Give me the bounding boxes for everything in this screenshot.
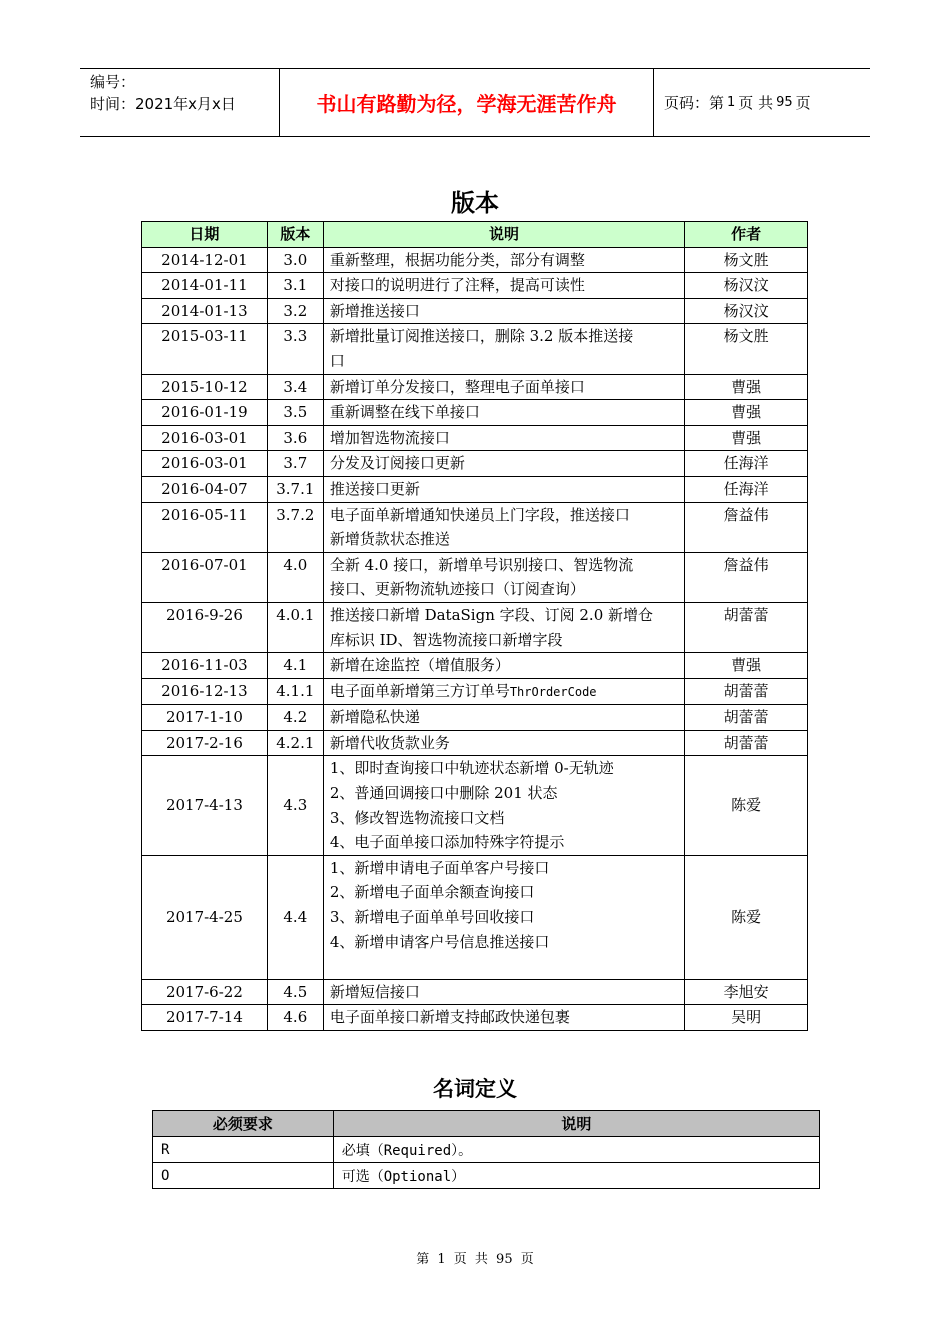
table-row: [142, 1005, 808, 1031]
description-line: 新增短信接口: [329, 982, 420, 1001]
page-suffix: 页: [795, 94, 811, 112]
description-line: 4、电子面单接口添加特殊字符提示: [329, 833, 565, 852]
row-author: 杨文胜: [685, 324, 808, 374]
row-date: 2017-6-22: [142, 979, 268, 1005]
table-row: [142, 730, 808, 756]
row-version: 3.5: [267, 400, 323, 426]
term-code: O: [153, 1163, 334, 1189]
table-row: [142, 653, 808, 679]
row-version: 3.3: [267, 324, 323, 374]
header-motto: 书山有路勤为径，学海无涯苦作舟: [280, 69, 654, 136]
table-row: [142, 705, 808, 731]
row-author: 陈爱: [685, 756, 808, 855]
description-line: 分发及订阅接口更新: [329, 454, 465, 473]
table-row: [142, 273, 808, 299]
row-author: 曹强: [685, 653, 808, 679]
row-description: [323, 705, 684, 731]
table-row: [142, 602, 808, 652]
row-version: 3.0: [267, 247, 323, 273]
page-number: 1: [727, 95, 736, 110]
description-line: [330, 954, 678, 979]
row-version: 4.3: [267, 756, 323, 855]
row-date: 2017-7-14: [142, 1005, 268, 1031]
description-line: 2、新增电子面单余额查询接口: [329, 883, 535, 902]
term-desc: 必填（Required）。: [333, 1137, 819, 1163]
row-version: 4.2: [267, 705, 323, 731]
description-line: 推送接口更新: [329, 479, 420, 498]
row-description: [323, 756, 684, 855]
row-date: 2016-9-26: [142, 602, 268, 652]
table-row: [142, 678, 808, 705]
description-line: 全新 4.0 接口，新增单号识别接口、智选物流: [329, 555, 634, 574]
description-line: 新增代收货款业务: [329, 733, 450, 752]
row-version: 4.0.1: [267, 602, 323, 652]
term-code: R: [153, 1137, 334, 1163]
table-row: [142, 476, 808, 502]
row-description: [323, 730, 684, 756]
description-line: 新增批量订阅推送接口，删除 3.2 版本推送接: [329, 327, 634, 346]
row-author: 詹益伟: [685, 552, 808, 602]
row-author: 曹强: [685, 425, 808, 451]
row-author: 杨文胜: [685, 247, 808, 273]
row-author: 胡蕾蕾: [685, 602, 808, 652]
description-line: 电子面单新增通知快递员上门字段，推送接口: [329, 505, 630, 524]
table-row: [142, 247, 808, 273]
page-total: 95: [776, 95, 793, 110]
terms-table-header: [153, 1111, 820, 1137]
table-row: [142, 979, 808, 1005]
row-version: 4.0: [267, 552, 323, 602]
row-description: [323, 476, 684, 502]
table-row: [142, 425, 808, 451]
term-desc: 可选（Optional）: [333, 1163, 819, 1189]
row-date: 2017-1-10: [142, 705, 268, 731]
col-requirement: 必须要求: [153, 1111, 334, 1137]
row-author: 胡蕾蕾: [685, 705, 808, 731]
page-mid: 页 共: [738, 94, 774, 112]
row-date: 2015-03-11: [142, 324, 268, 374]
row-date: 2014-01-13: [142, 298, 268, 324]
page-footer: 第 1 页 共 95 页: [416, 1252, 534, 1267]
page-prefix: 页码：第: [664, 94, 725, 112]
row-date: 2014-01-11: [142, 273, 268, 299]
description-line: 新增在途监控（增值服务）: [329, 656, 510, 675]
col-author: 作者: [685, 222, 808, 248]
row-author: 李旭安: [685, 979, 808, 1005]
row-description: [323, 678, 684, 705]
row-description: [323, 502, 684, 552]
table-row: [153, 1163, 820, 1189]
description-line: 口: [329, 351, 345, 370]
version-table-header: [142, 222, 808, 248]
row-date: 2016-05-11: [142, 502, 268, 552]
description-line: 库标识 ID、智选物流接口新增字段: [329, 630, 563, 649]
row-author: 陈爱: [685, 855, 808, 979]
description-line: 新增订单分发接口，整理电子面单接口: [329, 377, 585, 396]
row-version: 3.1: [267, 273, 323, 299]
row-date: 2016-03-01: [142, 425, 268, 451]
table-row: [142, 374, 808, 400]
row-author: 曹强: [685, 400, 808, 426]
description-line: 1、新增申请电子面单客户号接口: [329, 858, 550, 877]
row-date: 2016-01-19: [142, 400, 268, 426]
doc-time-label: 时间：2021年x月x日: [90, 95, 236, 113]
row-date: 2016-07-01: [142, 552, 268, 602]
description-line: 增加智选物流接口: [329, 428, 450, 447]
row-version: 4.4: [267, 855, 323, 979]
row-date: 2016-11-03: [142, 653, 268, 679]
row-version: 4.2.1: [267, 730, 323, 756]
description-line: 新增隐私快递: [329, 708, 420, 727]
terms-table: [152, 1110, 820, 1189]
row-description: [323, 298, 684, 324]
row-version: 3.7.2: [267, 502, 323, 552]
table-row: [142, 451, 808, 477]
table-row: [142, 756, 808, 855]
row-version: 4.1.1: [267, 678, 323, 705]
col-version: 版本: [267, 222, 323, 248]
row-version: 4.1: [267, 653, 323, 679]
row-description: [323, 653, 684, 679]
table-row: [142, 502, 808, 552]
row-description: [323, 374, 684, 400]
row-date: 2016-12-13: [142, 678, 268, 705]
table-row: [142, 855, 808, 979]
row-version: 3.7: [267, 451, 323, 477]
col-description: 说明: [323, 222, 684, 248]
row-date: 2016-04-07: [142, 476, 268, 502]
row-description: [323, 855, 684, 979]
row-description: [323, 602, 684, 652]
col-term-description: 说明: [333, 1111, 819, 1137]
row-description: [323, 451, 684, 477]
description-line: 2、普通回调接口中删除 201 状态: [329, 784, 558, 803]
row-description: [323, 1005, 684, 1031]
row-author: 吴明: [685, 1005, 808, 1031]
row-description: [323, 273, 684, 299]
row-version: 3.4: [267, 374, 323, 400]
document-header: [80, 68, 870, 137]
row-date: 2015-10-12: [142, 374, 268, 400]
description-line: 重新整理，根据功能分类，部分有调整: [329, 250, 585, 269]
version-table-body: [142, 247, 808, 1030]
row-description: [323, 425, 684, 451]
doc-number-label: 编号：: [90, 73, 136, 91]
row-version: 4.6: [267, 1005, 323, 1031]
header-meta: [80, 69, 280, 136]
description-line: 对接口的说明进行了注释，提高可读性: [329, 276, 585, 295]
row-description: [323, 324, 684, 374]
table-row: [142, 400, 808, 426]
description-text: 电子面单新增第三方订单号: [329, 681, 510, 700]
table-row: [142, 298, 808, 324]
row-author: 曹强: [685, 374, 808, 400]
description-line: 电子面单接口新增支持邮政快递包裹: [329, 1008, 570, 1027]
row-description: [323, 400, 684, 426]
row-date: 2017-4-13: [142, 756, 268, 855]
terms-title: 名词定义: [433, 1077, 517, 1101]
description-code: ThrOrderCode: [509, 684, 597, 699]
row-description: [323, 247, 684, 273]
table-row: [142, 552, 808, 602]
description-line: 4、新增申请客户号信息推送接口: [329, 932, 550, 951]
description-line: 新增货款状态推送: [329, 530, 450, 549]
row-version: 3.6: [267, 425, 323, 451]
description-line: 3、修改智选物流接口文档: [329, 808, 505, 827]
row-version: 4.5: [267, 979, 323, 1005]
description-line: 接口、更新物流轨迹接口（订阅查询）: [329, 580, 585, 599]
row-author: 胡蕾蕾: [685, 678, 808, 705]
version-title: 版本: [451, 189, 499, 217]
row-author: 任海洋: [685, 476, 808, 502]
table-row: [142, 324, 808, 374]
table-row: [153, 1137, 820, 1163]
row-date: 2014-12-01: [142, 247, 268, 273]
description-line: 新增推送接口: [329, 301, 420, 320]
row-author: 杨汉汶: [685, 298, 808, 324]
row-author: 詹益伟: [685, 502, 808, 552]
row-author: 杨汉汶: [685, 273, 808, 299]
description-line: 1、即时查询接口中轨迹状态新增 0-无轨迹: [329, 759, 614, 778]
row-author: 任海洋: [685, 451, 808, 477]
row-description: [323, 979, 684, 1005]
header-page-info: [654, 69, 870, 136]
row-version: 3.7.1: [267, 476, 323, 502]
row-date: 2017-4-25: [142, 855, 268, 979]
col-date: 日期: [142, 222, 268, 248]
description-line: 3、新增电子面单单号回收接口: [329, 908, 535, 927]
row-date: 2016-03-01: [142, 451, 268, 477]
row-version: 3.2: [267, 298, 323, 324]
description-line: [330, 679, 678, 705]
description-line: 推送接口新增 DataSign 字段、订阅 2.0 新增仓: [329, 605, 654, 624]
row-author: 胡蕾蕾: [685, 730, 808, 756]
description-line: 重新调整在线下单接口: [329, 403, 480, 422]
row-description: [323, 552, 684, 602]
row-date: 2017-2-16: [142, 730, 268, 756]
version-table: [141, 221, 808, 1031]
